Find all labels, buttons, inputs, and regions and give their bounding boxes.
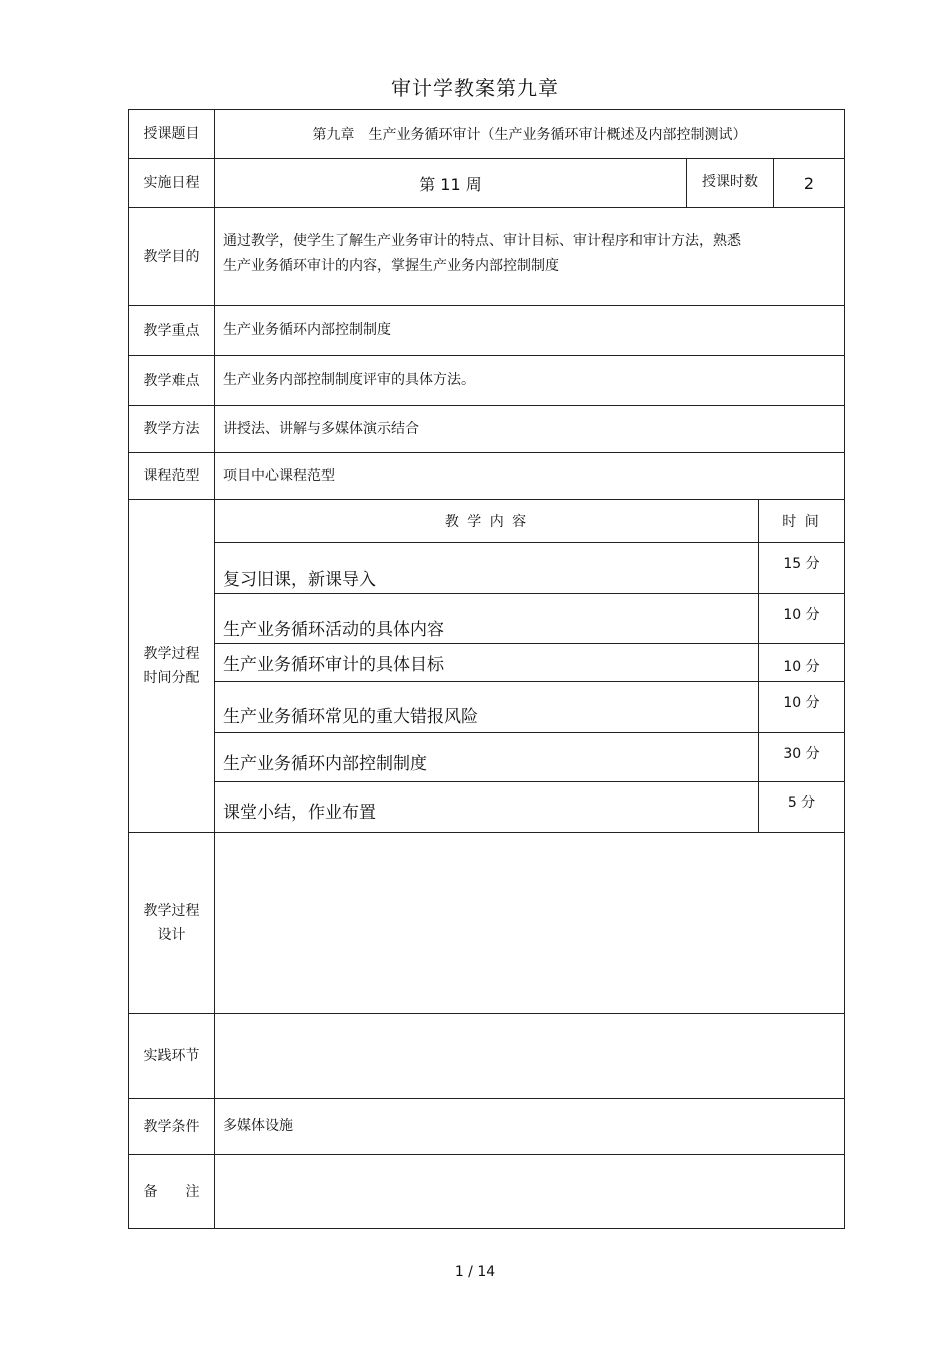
allocation-label-line-1: 教学过程: [143, 646, 200, 662]
conditions-value: 多媒体设施: [223, 1118, 293, 1134]
design-value: [215, 833, 844, 1013]
allocation-time: 10 分: [783, 695, 820, 711]
allocation-content: 课堂小结，作业布置: [223, 802, 376, 823]
allocation-content: 生产业务循环审计的具体目标: [223, 655, 444, 675]
allocation-label: [129, 500, 214, 832]
allocation-content: 生产业务循环内部控制制度: [223, 753, 427, 774]
objective-label: 教学目的: [143, 248, 200, 265]
design-label: [129, 833, 214, 1013]
allocation-time: 5 分: [787, 795, 816, 811]
remarks-label: 备 注: [143, 1183, 200, 1200]
objective-line-1: 通过教学，使学生了解生产业务审计的特点、审计目标、审计程序和审计方法，熟悉: [223, 232, 741, 249]
allocation-label-line-2: 时间分配: [143, 670, 200, 686]
key-points-label: 教学重点: [143, 322, 200, 339]
document-title: 审计学教案第九章: [391, 76, 559, 100]
method-value: 讲授法、讲解与多媒体演示结合: [223, 420, 419, 437]
difficulties-label: 教学难点: [143, 372, 200, 389]
conditions-label: 教学条件: [143, 1118, 200, 1135]
content-header: 教 学 内 容: [444, 514, 529, 530]
key-points-value: 生产业务循环内部控制制度: [223, 322, 391, 338]
lesson-plan-table: [128, 109, 845, 1229]
topic-label: 授课题目: [143, 126, 200, 142]
practice-label: 实践环节: [143, 1048, 200, 1064]
schedule-label: 实施日程: [143, 175, 200, 191]
time-header: 时 间: [782, 514, 821, 530]
topic-value: 第九章 生产业务循环审计（生产业务循环审计概述及内部控制测试）: [312, 127, 747, 143]
difficulties-value: 生产业务内部控制制度评审的具体方法。: [223, 372, 475, 388]
allocation-content: 生产业务循环活动的具体内容: [223, 620, 444, 640]
allocation-time: 10 分: [783, 607, 820, 623]
allocation-content: 复习旧课，新课导入: [223, 569, 376, 590]
remarks-value: [215, 1155, 844, 1228]
method-label: 教学方法: [143, 421, 200, 437]
objective-line-2: 生产业务循环审计的内容，掌握生产业务内部控制制度: [223, 257, 559, 274]
paradigm-value: 项目中心课程范型: [223, 467, 335, 484]
allocation-time: 10 分: [783, 658, 820, 675]
design-label-line-1: 教学过程: [143, 903, 200, 919]
design-label-line-2: 设计: [157, 927, 186, 943]
paradigm-label: 课程范型: [143, 468, 200, 484]
hours-label: 授课时数: [702, 174, 758, 190]
practice-value: [215, 1014, 844, 1098]
allocation-time: 15 分: [783, 556, 820, 572]
objective-value: [215, 208, 844, 305]
allocation-content: 生产业务循环常见的重大错报风险: [223, 706, 478, 727]
page-indicator: 1 / 14: [454, 1264, 496, 1280]
hours-value: 2: [803, 173, 815, 193]
allocation-time: 30 分: [783, 746, 820, 762]
week-value: 第 11 周: [419, 174, 482, 194]
